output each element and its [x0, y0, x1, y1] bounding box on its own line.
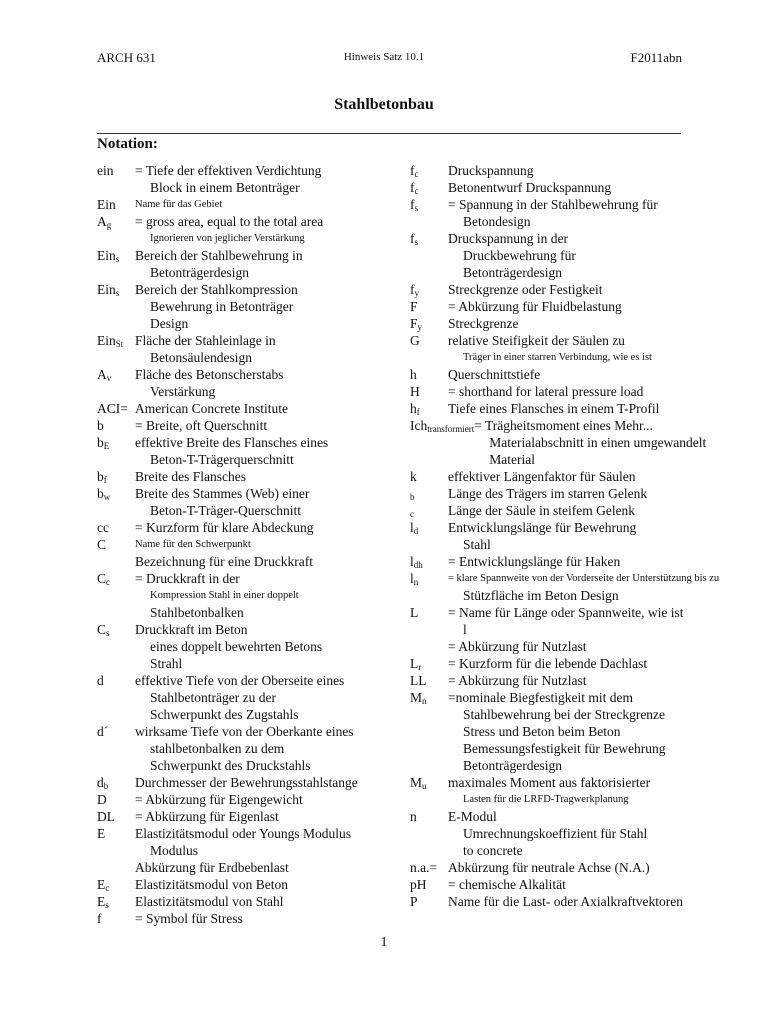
definition-line: Stahlbewehrung bei der Streckgrenze — [463, 707, 666, 722]
notation-symbol: E — [97, 826, 106, 841]
definition-line: =nominale Biegfestigkeit mit dem — [448, 690, 633, 705]
definition-line: = Entwicklungslänge für Haken — [448, 554, 621, 569]
notation-entry — [97, 281, 389, 332]
notation-symbol: $f_c$ — [410, 180, 419, 196]
notation-definition — [448, 298, 726, 315]
notation-subscript: c — [106, 577, 111, 587]
definition-line: Name für das Gebiet — [135, 199, 223, 210]
notation-definition — [474, 417, 726, 468]
definition-line: Stützfläche im Beton Design — [463, 588, 619, 603]
notation-symbol: $M_n$ — [410, 690, 427, 706]
notation-symbol: $b_E$ — [97, 435, 110, 451]
notation-subscript: s — [115, 288, 120, 298]
notation-definition — [448, 196, 726, 230]
definition-line: Träger in einer starren Verbindung, wie es ist — [463, 352, 652, 363]
definition-line: Modulus — [150, 843, 199, 858]
notation-symbol: Ein$_{St}$ — [97, 333, 124, 349]
notation-entry — [410, 315, 726, 332]
definition-line: Betonträgerdesign — [463, 758, 562, 773]
notation-definition — [135, 434, 389, 468]
notation-entry — [410, 553, 726, 570]
notation-definition — [135, 332, 389, 366]
definition-line: stahlbetonbalken zu dem — [150, 741, 285, 756]
notation-definition — [135, 417, 389, 434]
notation-entry — [97, 791, 389, 808]
course-code: ARCH 631 — [97, 50, 156, 65]
definition-line: = Symbol für Stress — [135, 911, 243, 926]
definition-line: = Abkürzung für Eigenlast — [135, 809, 279, 824]
notation-entry — [97, 213, 389, 247]
definition-line: Schwerpunkt des Druckstahls — [150, 758, 311, 773]
notation-subscript: E — [103, 441, 110, 451]
notation-entry — [410, 570, 726, 604]
notation-symbol: n.a.= — [410, 860, 438, 875]
notation-definition — [448, 570, 726, 604]
notation-definition — [135, 672, 389, 723]
notation-symbol: F — [410, 299, 418, 314]
notation-symbol: $E_s$ — [97, 894, 109, 910]
definition-line: Block in einem Betonträger — [150, 180, 300, 195]
definition-line: wirksame Tiefe von der Oberkante eines — [135, 724, 354, 739]
definition-line: Druckspannung in der — [448, 231, 568, 246]
definition-line: Druckspannung — [448, 163, 534, 178]
notation-definition — [135, 808, 389, 825]
notation-entry — [97, 485, 389, 519]
notation-subscript: c — [414, 169, 419, 179]
notation-symbol: $C_s$ — [97, 622, 110, 638]
notation-entry — [410, 502, 726, 519]
notation-entry — [97, 247, 389, 281]
notation-definition — [448, 502, 726, 519]
notation-subscript: b — [103, 781, 109, 791]
notation-symbol: C — [97, 537, 107, 552]
notation-entry — [410, 298, 726, 315]
definition-line: Kompression Stahl in einer doppelt — [150, 590, 299, 601]
notation-subscript: y — [417, 322, 423, 332]
definition-line: Verstärkung — [150, 384, 216, 399]
notation-definition — [448, 179, 726, 196]
notation-symbol: d — [97, 673, 104, 688]
notation-symbol: $E_c$ — [97, 877, 110, 893]
handout-label: Hinweis Satz 10.1 — [343, 51, 425, 63]
definition-line: Strahl — [150, 656, 183, 671]
notation-subscript: w — [103, 492, 111, 502]
notation-symbol: $b_w$ — [97, 486, 111, 502]
notation-symbol: $F_y$ — [410, 316, 423, 332]
notation-subscript: y — [414, 288, 419, 298]
definition-line: Material — [489, 452, 535, 467]
definition-line: effektiver Längenfaktor für Säulen — [448, 469, 636, 484]
definition-line: Streckgrenze — [448, 316, 519, 331]
notation-subscript: f — [103, 475, 107, 485]
notation-symbol: $f_s$ — [410, 231, 419, 247]
notation-definition — [135, 570, 389, 621]
definition-line: Breite des Flansches — [135, 469, 246, 484]
definition-line: Breite des Stammes (Web) einer — [135, 486, 310, 501]
definition-line: Umrechnungskoeffizient für Stahl — [463, 826, 648, 841]
definition-line: Betonträgerdesign — [150, 265, 249, 280]
notation-definition — [135, 162, 389, 196]
notation-entry — [410, 519, 726, 553]
notation-subscript: c — [410, 509, 414, 519]
notation-definition — [135, 910, 389, 927]
notation-definition — [135, 468, 389, 485]
notation-definition — [135, 893, 389, 910]
notation-entry — [97, 519, 389, 536]
notation-entry — [410, 179, 726, 196]
definition-line: Abkürzung für Erdbebenlast — [135, 860, 289, 875]
definition-line: Elastizitätsmodul von Beton — [135, 877, 288, 892]
notation-subscript: c — [414, 186, 419, 196]
definition-line: Stress und Beton beim Beton — [463, 724, 621, 739]
notation-symbol: d´ — [97, 724, 109, 739]
notation-subscript: c — [105, 883, 110, 893]
notation-definition — [135, 723, 389, 774]
notation-subscript: s — [414, 203, 419, 213]
notation-symbol: ein — [97, 163, 114, 178]
definition-line: to concrete — [463, 843, 523, 858]
definition-line: eines doppelt bewehrten Betons — [150, 639, 323, 654]
notation-definition — [135, 774, 389, 791]
notation-subscript: s — [414, 237, 419, 247]
notation-entry — [410, 859, 726, 876]
notation-definition — [135, 536, 389, 570]
definition-line: Querschnittstiefe — [448, 367, 541, 382]
definition-line: maximales Moment aus faktorisierter — [448, 775, 651, 790]
notation-symbol — [410, 485, 448, 502]
definition-line: Streckgrenze oder Festigkeit — [448, 282, 603, 297]
notation-symbol: LL — [410, 673, 427, 688]
definition-line: = klare Spannweite von der Vorderseite der Unterstützung bis zu — [448, 573, 720, 584]
notation-entry — [410, 230, 726, 281]
notation-entry — [97, 774, 389, 791]
notation-symbol: D — [97, 792, 107, 807]
notation-entry — [410, 876, 726, 893]
definition-line: E-Modul — [448, 809, 497, 824]
definition-line: Tiefe eines Flansches in einem T-Profil — [448, 401, 660, 416]
notation-definition — [448, 315, 726, 332]
notation-entry — [410, 400, 726, 417]
definition-line: Betonsäulendesign — [150, 350, 252, 365]
definition-line: = Abkürzung für Nutzlast — [448, 673, 587, 688]
definition-line: = chemische Alkalität — [448, 877, 566, 892]
notation-definition — [448, 162, 726, 179]
definition-line: Fläche des Betonscherstabs — [135, 367, 284, 382]
definition-line: Länge des Trägers im starren Gelenk — [448, 486, 648, 501]
notation-entry — [410, 366, 726, 383]
notation-definition — [448, 774, 726, 808]
notation-symbol: ACI= — [97, 401, 128, 416]
notation-column-right — [410, 162, 726, 910]
notation-subscript: s — [115, 254, 120, 264]
definition-line: Name für die Last- oder Axialkraftvektoren — [448, 894, 684, 909]
definition-line: = Abkürzung für Fluidbelastung — [448, 299, 622, 314]
notation-definition — [448, 893, 726, 910]
notation-subscript: g — [106, 220, 112, 230]
definition-line: Materialabschnitt in einen umgewandelt — [489, 435, 707, 450]
notation-symbol: $l_d$ — [410, 520, 419, 536]
definition-line: relative Steifigkeit der Säulen zu — [448, 333, 625, 348]
definition-line: Bezeichnung für eine Druckkraft — [135, 554, 314, 569]
notation-definition — [448, 672, 726, 689]
notation-entry — [97, 468, 389, 485]
notation-entry — [97, 434, 389, 468]
notation-symbol: Ein$_s$ — [97, 248, 120, 264]
definition-line: = Kurzform für die lebende Dachlast — [448, 656, 648, 671]
notation-definition — [135, 485, 389, 519]
notation-entry — [97, 417, 389, 434]
notation-subscript: u — [422, 781, 427, 791]
notation-symbol: $f_c$ — [410, 163, 419, 179]
notation-definition — [448, 485, 726, 502]
definition-line: Bereich der Stahlkompression — [135, 282, 298, 297]
definition-line: Betondesign — [463, 214, 531, 229]
definition-line: Druckbewehrung für — [463, 248, 576, 263]
notation-symbol: $C_c$ — [97, 571, 111, 587]
definition-line: = Druckkraft in der — [135, 571, 240, 586]
page-number: 1 — [380, 935, 388, 950]
definition-line: Durchmesser der Bewehrungsstahlstange — [135, 775, 358, 790]
notation-definition — [448, 876, 726, 893]
notation-definition — [135, 400, 389, 417]
definition-line: Schwerpunkt des Zugstahls — [150, 707, 299, 722]
notation-definition — [448, 655, 726, 672]
notation-heading: Notation: — [97, 136, 158, 152]
definition-line: = Breite, oft Querschnitt — [135, 418, 268, 433]
notation-symbol: $f_s$ — [410, 197, 419, 213]
notation-definition — [448, 519, 726, 553]
definition-line: Beton-T-Träger-Querschnitt — [150, 503, 301, 518]
definition-line: Elastizitätsmodul von Stahl — [135, 894, 284, 909]
notation-definition — [448, 400, 726, 417]
semester-code: F2011abn — [630, 50, 682, 65]
definition-line: l — [463, 622, 467, 637]
definition-line: Entwicklungslänge für Bewehrung — [448, 520, 637, 535]
notation-subscript: s — [105, 900, 109, 910]
notation-subscript: St — [115, 339, 124, 349]
notation-symbol: f — [97, 911, 102, 926]
notation-symbol: n — [410, 809, 417, 824]
notation-entry — [97, 162, 389, 196]
notation-subscript: b — [410, 492, 415, 502]
definition-line: Bemessungsfestigkeit für Bewehrung — [463, 741, 666, 756]
definition-line: = Trägheitsmoment eines Mehr... — [474, 418, 653, 433]
notation-symbol: $l_n$ — [410, 571, 419, 587]
definition-line: Stahlbetonträger zu der — [150, 690, 276, 705]
notation-subscript: dh — [413, 560, 423, 570]
notation-symbol: Ein$_s$ — [97, 282, 120, 298]
definition-line: Lasten für die LRFD-Tragwerkplanung — [463, 794, 629, 805]
notation-symbol: $A_v$ — [97, 367, 112, 383]
notation-symbol: $f_y$ — [410, 282, 419, 298]
definition-line: Abkürzung für neutrale Achse (N.A.) — [448, 860, 650, 875]
notation-definition — [135, 247, 389, 281]
notation-symbol: b — [97, 418, 104, 433]
notation-entry — [97, 536, 389, 570]
notation-definition — [448, 366, 726, 383]
notation-symbol: pH — [410, 877, 427, 892]
notation-definition — [448, 468, 726, 485]
notation-entry — [97, 808, 389, 825]
notation-definition — [135, 281, 389, 332]
definition-line: effektive Tiefe von der Oberseite eines — [135, 673, 345, 688]
definition-line: effektive Breite des Flansches eines — [135, 435, 329, 450]
definition-line: Elastizitätsmodul oder Youngs Modulus — [135, 826, 352, 841]
notation-definition — [135, 366, 389, 400]
notation-entry — [410, 893, 726, 910]
notation-definition — [448, 604, 726, 655]
notation-entry — [410, 604, 726, 655]
page-title: Stahlbetonbau — [334, 96, 434, 113]
definition-line: Fläche der Stahleinlage in — [135, 333, 276, 348]
definition-line: Bewehrung in Betonträger — [150, 299, 294, 314]
notation-entry — [410, 672, 726, 689]
definition-line: = Name für Länge oder Spannweite, wie ist — [448, 605, 684, 620]
definition-line: Bereich der Stahlbewehrung in — [135, 248, 303, 263]
notation-symbol: $l_{dh}$ — [410, 554, 423, 570]
definition-line: Beton-T-Trägerquerschnitt — [150, 452, 294, 467]
notation-definition — [135, 519, 389, 536]
definition-line: = Abkürzung für Nutzlast — [448, 639, 587, 654]
notation-symbol: $b_f$ — [97, 469, 107, 485]
notation-definition — [448, 553, 726, 570]
notation-definition — [448, 689, 726, 774]
definition-line: = shorthand for lateral pressure load — [448, 384, 644, 399]
notation-entry — [410, 689, 726, 774]
notation-entry — [410, 281, 726, 298]
notation-subscript: n — [422, 696, 427, 706]
notation-entry — [97, 366, 389, 400]
notation-symbol: P — [410, 894, 418, 909]
notation-definition — [135, 876, 389, 893]
notation-symbol: cc — [97, 520, 109, 535]
notation-entry — [97, 672, 389, 723]
definition-line: Druckkraft im Beton — [135, 622, 248, 637]
notation-entry — [410, 196, 726, 230]
definition-line: Länge der Säule in steifem Gelenk — [448, 503, 636, 518]
notation-symbol: Ich$_{transformiert}$ — [410, 418, 475, 434]
definition-line: American Concrete Institute — [135, 401, 288, 416]
definition-line: Name für den Schwerpunkt — [135, 539, 251, 550]
notation-subscript: f — [416, 407, 420, 417]
notation-definition — [448, 281, 726, 298]
notation-definition — [448, 332, 726, 366]
definition-line: Betonentwurf Druckspannung — [448, 180, 612, 195]
notation-subscript: d — [413, 526, 419, 536]
notation-symbol: $M_u$ — [410, 775, 427, 791]
definition-line: = gross area, equal to the total area — [135, 214, 324, 229]
notation-entry — [410, 655, 726, 672]
notation-entry — [410, 774, 726, 808]
notation-definition — [135, 791, 389, 808]
definition-line: = Tiefe der effektiven Verdichtung — [135, 163, 322, 178]
notation-entry — [97, 196, 389, 213]
notation-symbol: Ein — [97, 197, 116, 212]
notation-entry — [410, 808, 726, 859]
notation-subscript: s — [106, 628, 110, 638]
notation-definition — [448, 859, 726, 876]
definition-line: Stahl — [463, 537, 491, 552]
notation-entry — [97, 570, 389, 621]
notation-symbol: G — [410, 333, 420, 348]
title-divider — [97, 133, 681, 134]
definition-line: Betonträgerdesign — [463, 265, 562, 280]
definition-line: = Kurzform für klare Abdeckung — [135, 520, 314, 535]
notation-definition — [448, 230, 726, 281]
notation-entry — [410, 383, 726, 400]
definition-line: Design — [150, 316, 189, 331]
notation-entry — [97, 910, 389, 927]
notation-column-left — [97, 162, 389, 927]
notation-subscript: r — [418, 662, 422, 672]
notation-entry — [97, 723, 389, 774]
notation-symbol: $h_f$ — [410, 401, 420, 417]
notation-entry — [410, 332, 726, 366]
notation-symbol: $A_g$ — [97, 214, 112, 230]
notation-symbol: $L_r$ — [410, 656, 422, 672]
notation-definition — [135, 621, 389, 672]
definition-line: Stahlbetonbalken — [150, 605, 244, 620]
notation-entry — [97, 893, 389, 910]
notation-entry — [410, 162, 726, 179]
notation-symbol: DL — [97, 809, 115, 824]
notation-definition — [135, 825, 389, 876]
notation-entry — [97, 825, 389, 876]
definition-line: Ignorieren von jeglicher Verstärkung — [150, 233, 305, 244]
notation-entry — [97, 621, 389, 672]
notation-subscript: v — [106, 373, 112, 383]
notation-symbol: $d_b$ — [97, 775, 109, 791]
notation-symbol: L — [410, 605, 419, 620]
notation-entry — [410, 468, 726, 485]
notation-entry — [97, 332, 389, 366]
notation-symbol: H — [410, 384, 420, 399]
definition-line: = Spannung in der Stahlbewehrung für — [448, 197, 658, 212]
notation-subscript: transformiert — [427, 424, 475, 434]
definition-line: = Abkürzung für Eigengewicht — [135, 792, 303, 807]
notation-symbol: k — [410, 469, 417, 484]
notation-entry — [410, 417, 726, 468]
notation-definition — [135, 196, 389, 213]
notation-symbol: h — [410, 367, 417, 382]
notation-definition — [448, 383, 726, 400]
notation-definition — [448, 808, 726, 859]
notation-symbol — [410, 502, 448, 519]
notation-subscript: n — [413, 577, 419, 587]
notation-entry — [410, 485, 726, 502]
notation-entry — [97, 400, 389, 417]
notation-entry — [97, 876, 389, 893]
notation-definition — [135, 213, 389, 247]
